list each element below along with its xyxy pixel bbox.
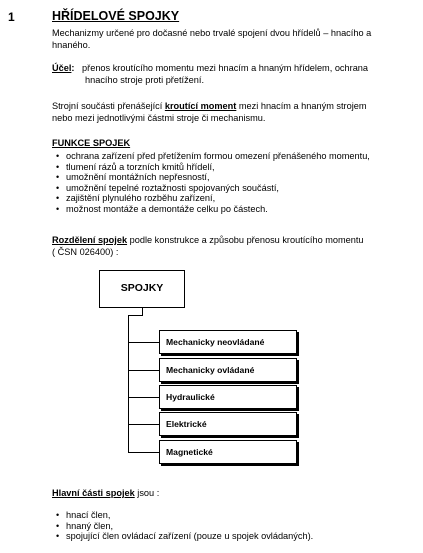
box-shadow: [297, 360, 299, 384]
connector-line: [142, 308, 143, 315]
chapter-number: 1: [8, 10, 15, 24]
intro-line: hnaného.: [52, 39, 91, 50]
main-parts-heading: [52, 488, 159, 500]
list-item: • možnost montáže a demontáže celku po částech.: [52, 204, 370, 215]
list-item: • hnací člen,: [52, 510, 313, 521]
purpose-line: hnacího stroje proti přetížení.: [85, 74, 204, 85]
box-shadow: [297, 387, 299, 411]
functions-title: FUNKCE SPOJEK: [52, 138, 131, 148]
list-item: • zajištění plynulého rozběhu zařízení,: [52, 193, 370, 204]
intro-line: Mechanizmy určené pro dočasné nebo trvalé spojení dvou hřídelů – hnacího a: [52, 28, 372, 38]
connector-line: [128, 397, 159, 398]
definition-text: Strojní součásti přenášející: [52, 101, 165, 111]
box-shadow: [161, 464, 299, 466]
box-shadow: [161, 409, 299, 411]
diagram-child-box: Elektrické: [159, 412, 297, 436]
main-parts-list: [52, 510, 313, 542]
functions-list: [52, 151, 370, 215]
diagram-root-box: SPOJKY: [99, 270, 185, 308]
box-shadow: [161, 382, 299, 384]
purpose-separator: :: [71, 63, 75, 73]
main-parts-text: jsou :: [134, 488, 160, 498]
list-item: • ochrana zařízení před přetížením formou omezení přenášeného momentu,: [52, 151, 370, 162]
definition-term: kroutící moment: [164, 101, 237, 111]
diagram-child-box: Hydraulické: [159, 385, 297, 409]
connector-line: [128, 315, 143, 316]
list-item: • hnaný člen,: [52, 521, 313, 532]
connector-line: [128, 452, 159, 453]
connector-line: [128, 315, 129, 452]
list-item: • tlumení rázů a torzních kmitů hřídelí,: [52, 162, 370, 173]
list-item: • spojující člen ovládací zařízení (pouze u spojek ovládaných).: [52, 531, 313, 542]
main-parts-label: Hlavní části spojek: [52, 488, 135, 498]
diagram-child-box: Mechanicky neovládané: [159, 330, 297, 354]
chapter-title: HŘÍDELOVÉ SPOJKY: [52, 9, 180, 23]
connector-line: [128, 342, 159, 343]
box-shadow: [161, 354, 299, 356]
classification-text: podle konstrukce a způsobu přenosu kroutícího momentu: [127, 235, 364, 245]
classification-line: ( ČSN 026400) :: [52, 246, 119, 257]
connector-line: [128, 370, 159, 371]
diagram-child-box: Mechanicky ovládané: [159, 358, 297, 382]
box-shadow: [297, 414, 299, 438]
definition-text: mezi hnacím a hnaným strojem: [236, 101, 367, 111]
purpose-line: přenos kroutícího momentu mezi hnacím a hnaným hřídelem, ochrana: [82, 63, 369, 73]
purpose-label: Účel: [52, 63, 72, 73]
box-shadow: [297, 332, 299, 356]
classification-label: Rozdělení spojek: [52, 235, 128, 245]
diagram-child-box: Magnetické: [159, 440, 297, 464]
definition-paragraph: [52, 101, 367, 124]
list-item: • umožnění tepelné roztažnosti spojovaných součástí,: [52, 183, 370, 194]
box-shadow: [297, 442, 299, 466]
connector-line: [128, 424, 159, 425]
classification-paragraph: [52, 235, 364, 258]
definition-line: nebo mezi jednotlivými částmi stroje či mechanismu.: [52, 112, 266, 123]
intro-paragraph: [52, 28, 371, 51]
purpose-block: [52, 63, 368, 86]
list-item: • umožnění montážních nepřesností,: [52, 172, 370, 183]
box-shadow: [161, 436, 299, 438]
